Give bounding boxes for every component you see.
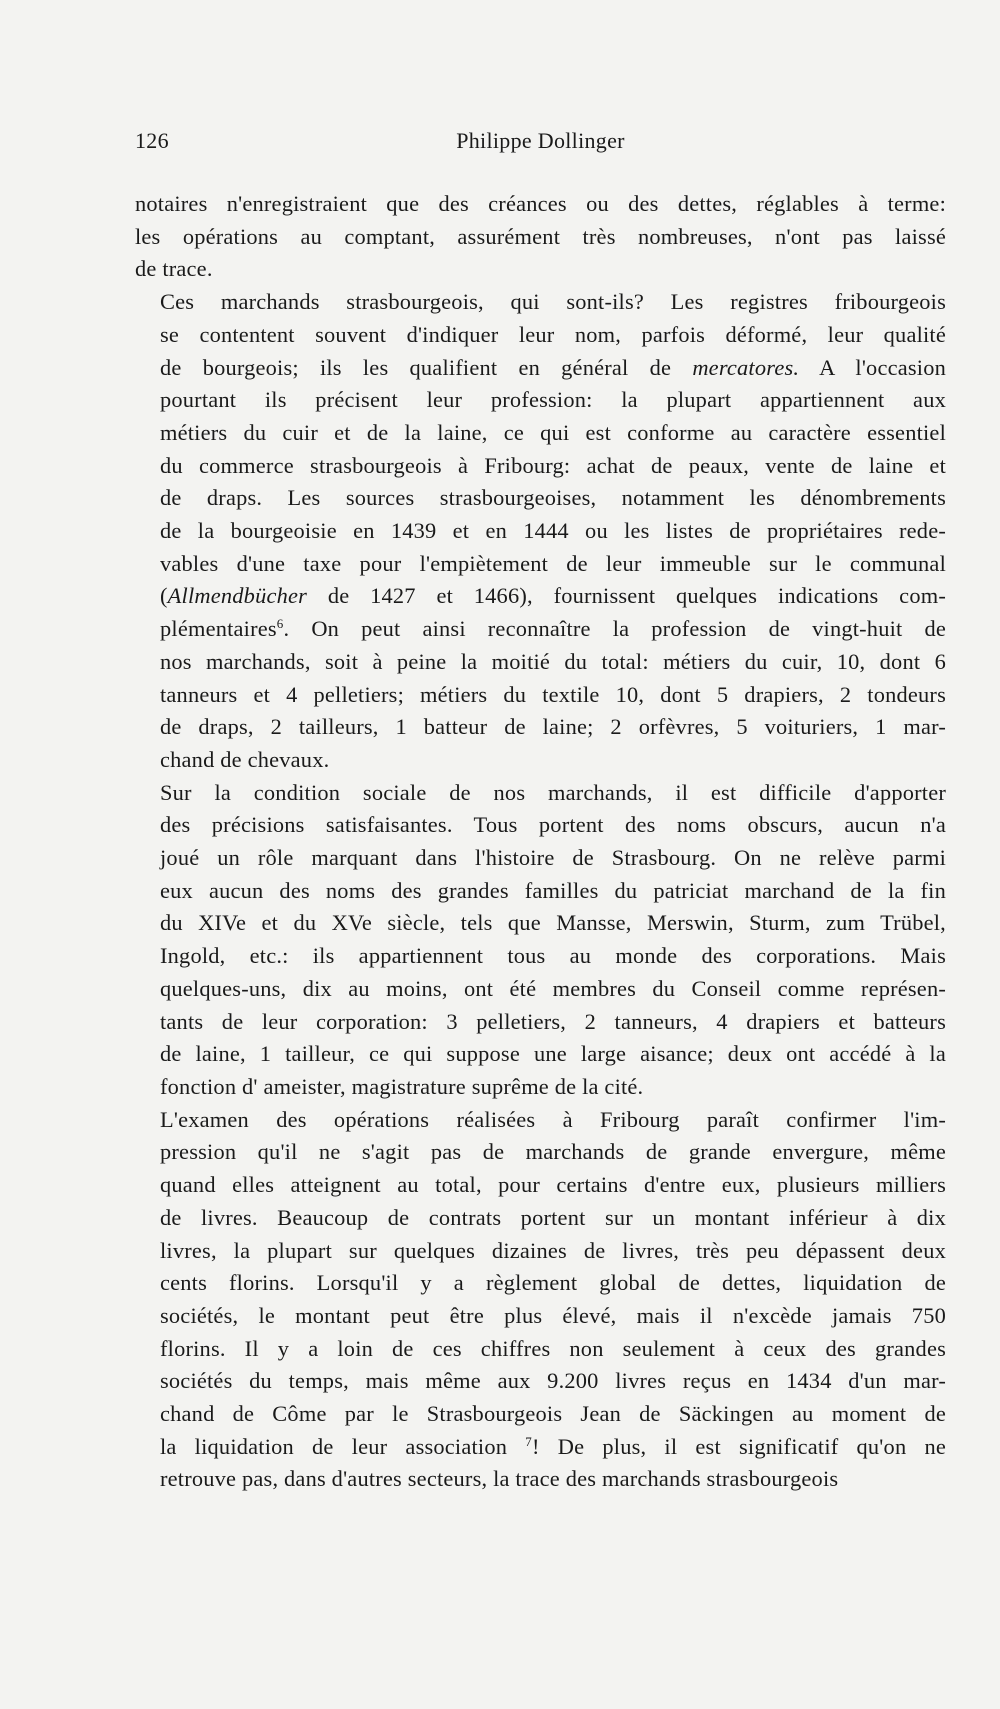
text-segment: la liquidation de leur association [160, 1433, 508, 1459]
text-line: tants de leur corporation: 3 pelletiers, 2 tanneurs, 4 drapiers et batteurs [160, 1008, 946, 1034]
text-line: de draps, 2 tailleurs, 1 batteur de laine; 2 orfèvres, 5 voituriers, 1 mar- [160, 714, 946, 740]
text-line: de la bourgeoisie en 1439 et en 1444 ou les listes de propriétaires rede- [160, 518, 946, 544]
text-line: du XIVe et du XVe siècle, tels que Mansse, Merswin, Sturm, zum Trübel, [160, 910, 946, 936]
text-line: nos marchands, soit à peine la moitié du total: métiers du cuir, 10, dont 6 [160, 648, 946, 674]
text-line: joué un rôle marquant dans l'histoire de Strasbourg. On ne relève parmi [160, 845, 946, 871]
text-line: Sur la condition sociale de nos marchands, il est difficile d'apporter [160, 779, 946, 805]
running-head: Philippe Dollinger [456, 128, 625, 153]
text-line: chand de chevaux. [160, 746, 330, 772]
text-line: sociétés du temps, mais même aux 9.200 livres reçus en 1434 d'un mar- [160, 1368, 946, 1394]
text-line: de livres. Beaucoup de contrats portent sur un montant inférieur à dix [160, 1204, 946, 1230]
italic-term: mercatores. [692, 354, 800, 380]
text-line: chand de Côme par le Strasbourgeois Jean de Säckingen au moment de [160, 1401, 946, 1427]
text-line: vables d'une taxe pour l'empiètement de leur immeuble sur le communal [160, 550, 946, 576]
text-segment: de 1427 et 1466), fournissent quelques indications com- [327, 583, 946, 609]
text-segment: plémentaires [160, 616, 277, 642]
text-line: les opérations au comptant, assurément très nombreuses, n'ont pas laissé [135, 223, 946, 249]
text-segment: de bourgeois; ils les qualifient en général de [160, 354, 672, 380]
text-line: retrouve pas, dans d'autres secteurs, la trace des marchands strasbourgeois [160, 1466, 839, 1492]
paragraph-4 [135, 1104, 946, 1496]
text-line [135, 1431, 946, 1464]
text-line: quelques-uns, dix au moins, ont été membres du Conseil comme représen- [160, 975, 946, 1001]
text-line: livres, la plupart sur quelques dizaines de livres, très peu dépassent deux [160, 1237, 946, 1263]
text-segment: . On peut ainsi reconnaître la profession de vingt-huit de [283, 616, 946, 642]
text-line [135, 352, 946, 385]
text-line: Ces marchands strasbourgeois, qui sont-ils? Les registres fribourgeois [160, 289, 946, 315]
text-line: tanneurs et 4 pelletiers; métiers du textile 10, dont 5 drapiers, 2 tondeurs [160, 681, 946, 707]
footnote-reference: 7 [525, 1433, 532, 1449]
text-line: pression qu'il ne s'agit pas de marchands de grande envergure, même [160, 1139, 946, 1165]
paragraph-3 [135, 777, 946, 1104]
italic-term: Allmendbücher [167, 583, 308, 609]
text-line: de draps. Les sources strasbourgeoises, notamment les dénombrements [160, 485, 946, 511]
text-line: eux aucun des noms des grandes familles du patriciat marchand de la fin [160, 877, 946, 903]
body-text [135, 188, 946, 1496]
text-line: quand elles atteignent au total, pour certains d'entre eux, plusieurs milliers [160, 1172, 946, 1198]
text-line [135, 613, 946, 646]
page-header [135, 128, 946, 164]
text-line: du commerce strasbourgeois à Fribourg: achat de peaux, vente de laine et [160, 452, 946, 478]
text-line: de laine, 1 tailleur, ce qui suppose une large aisance; deux ont accédé à la [160, 1041, 946, 1067]
footnote-reference: 6 [276, 616, 284, 632]
text-line: florins. Il y a loin de ces chiffres non seulement à ceux des grandes [160, 1335, 946, 1361]
text-line: des précisions satisfaisantes. Tous portent des noms obscurs, aucun n'a [160, 812, 946, 838]
text-line: notaires n'enregistraient que des créances ou des dettes, réglables à terme: [135, 191, 946, 216]
text-line: cents florins. Lorsqu'il y a règlement global de dettes, liquidation de [160, 1270, 946, 1296]
paragraph-2 [135, 286, 946, 777]
text-segment: A l'occasion [819, 354, 946, 380]
text-line: Ingold, etc.: ils appartiennent tous au monde des corporations. Mais [160, 943, 946, 969]
text-line: sociétés, le montant peut être plus élevé, mais il n'excède jamais 750 [160, 1302, 946, 1328]
text-line: pourtant ils précisent leur profession: la plupart appartiennent aux [160, 387, 946, 413]
text-line: de trace. [135, 256, 213, 282]
text-line: fonction d' ameister, magistrature suprême de la cité. [160, 1073, 644, 1099]
text-line: métiers du cuir et de la laine, ce qui est conforme au caractère essentiel [160, 419, 946, 445]
text-segment: ( [160, 583, 168, 609]
text-line: L'examen des opérations réalisées à Fribourg paraît confirmer l'im- [160, 1106, 946, 1132]
paragraph-1 [135, 188, 946, 286]
page-number: 126 [135, 128, 169, 153]
text-line [135, 580, 946, 613]
text-line: se contentent souvent d'indiquer leur nom, parfois déformé, leur qualité [160, 321, 946, 347]
text-segment: ! De plus, il est significatif qu'on ne [531, 1433, 946, 1459]
